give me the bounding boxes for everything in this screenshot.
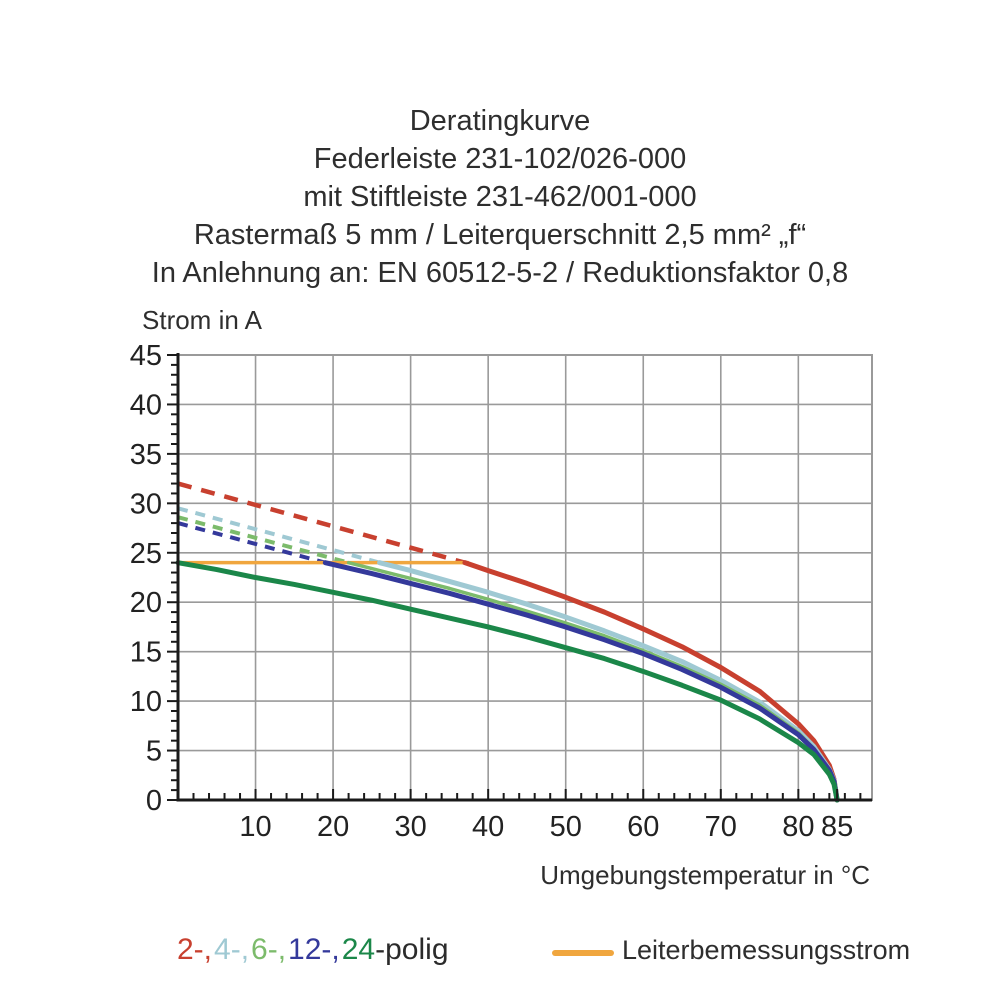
x-tick-label: 50: [549, 811, 582, 843]
title-line-5: In Anlehnung an: EN 60512-5-2 / Reduktionsfaktor 0,8: [151, 257, 849, 289]
legend-row: [0, 933, 1000, 978]
x-tick-label: 80: [782, 811, 815, 843]
plot-frame: [178, 355, 872, 800]
x-tick-label: 70: [704, 811, 737, 843]
x-tick-label: 40: [472, 811, 505, 843]
legend-pole-2: 2-,: [177, 933, 213, 966]
legend-polig-suffix: -polig: [375, 933, 449, 966]
y-tick-label: 10: [129, 686, 162, 719]
6-polig-curve: [349, 563, 838, 800]
title-line-3: mit Stiftleiste 231-462/001-000: [303, 181, 697, 213]
y-tick-label: 0: [145, 785, 162, 817]
x-tick-label: 10: [239, 811, 272, 843]
x-tick-label: 30: [394, 811, 427, 843]
y-tick-label: 15: [129, 636, 162, 669]
2-polig-dashed-curve: [178, 484, 465, 563]
title-line-2: Federleiste 231-102/026-000: [313, 143, 687, 175]
title-line-1: Deratingkurve: [409, 105, 591, 137]
x-tick-label: 20: [316, 811, 350, 843]
x-tick-label: 60: [627, 811, 660, 843]
y-axis-title: Strom in A: [142, 305, 262, 335]
rated-current-line-swatch: [552, 950, 614, 956]
y-tick-label: 25: [129, 537, 162, 570]
y-tick-label: 5: [145, 735, 162, 768]
12-polig-curve: [325, 563, 837, 800]
title-line-4: Rastermaß 5 mm / Leiterquerschnitt 2,5 mm² „f“: [193, 219, 807, 251]
y-tick-label: 35: [129, 438, 162, 471]
legend-pole-12: 12-,: [288, 933, 340, 966]
rated-current-label: Leiterbemessungsstrom: [622, 935, 911, 965]
poles-legend: [177, 933, 451, 967]
y-tick-label: 30: [129, 488, 162, 521]
legend-pole-24: 24: [341, 933, 376, 966]
4-polig-dashed-curve: [178, 508, 380, 562]
y-tick-label: 45: [129, 340, 162, 372]
legend-pole-6: 6-,: [251, 933, 287, 966]
gridlines: [178, 355, 872, 800]
2-polig-curve: [465, 563, 837, 800]
x-axis-title: Umgebungstemperatur in °C: [540, 860, 870, 890]
y-tick-label: 20: [129, 587, 162, 620]
y-tick-label: 40: [129, 389, 162, 422]
4-polig-curve: [380, 563, 837, 800]
legend-pole-4: 4-,: [214, 933, 250, 966]
x-tick-label: 85: [820, 811, 854, 843]
